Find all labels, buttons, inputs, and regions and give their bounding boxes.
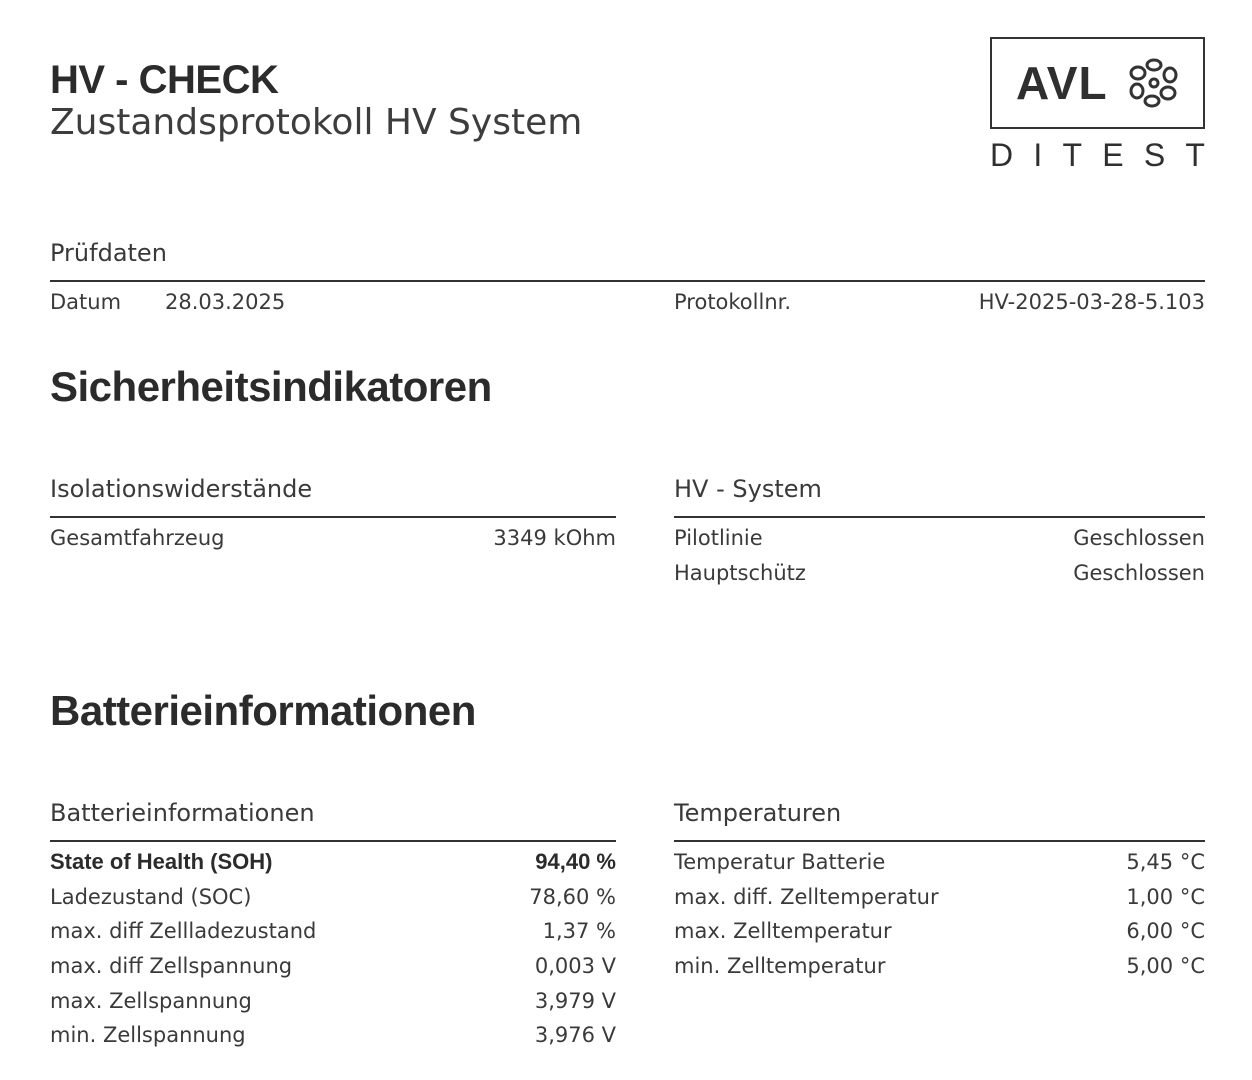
logo-brand-text: AVL xyxy=(1016,57,1108,109)
avl-flower-mark-icon xyxy=(1124,53,1184,113)
logo-letter: T xyxy=(1062,137,1083,173)
logo-letter: D xyxy=(990,137,1014,173)
table-row xyxy=(674,880,1205,915)
table-row xyxy=(674,949,1205,984)
row-value: 1,37 % xyxy=(542,919,616,944)
table-row xyxy=(50,983,616,1018)
temperatures-divider xyxy=(674,840,1205,842)
row-label: State of Health (SOH) xyxy=(50,849,273,875)
logo-ditest-text xyxy=(990,137,1205,173)
row-value: 1,00 °C xyxy=(1126,884,1205,909)
logo-letter: S xyxy=(1143,137,1166,173)
hv-system-table xyxy=(674,521,1205,590)
avl-ditest-logo xyxy=(990,37,1205,172)
row-label: max. diff. Zelltemperatur xyxy=(674,884,939,909)
logo-letter: T xyxy=(1185,137,1205,173)
isolation-table xyxy=(50,521,616,556)
row-label: max. diff Zellladezustand xyxy=(50,919,317,944)
pruefdaten-divider xyxy=(50,280,1205,282)
logo-box xyxy=(990,37,1205,129)
isolation-divider xyxy=(50,516,616,518)
row-label: max. diff Zellspannung xyxy=(50,954,293,979)
battery-info-table xyxy=(50,845,616,1053)
battery-info-divider xyxy=(50,840,616,842)
row-value: 3,976 V xyxy=(534,1023,616,1048)
table-row xyxy=(50,1018,616,1053)
table-row xyxy=(50,914,616,949)
table-row xyxy=(674,914,1205,949)
safety-heading: Sicherheitsindikatoren xyxy=(50,363,492,410)
row-label: max. Zellspannung xyxy=(50,988,252,1013)
row-value: 5,45 °C xyxy=(1126,850,1205,875)
row-value: Geschlossen xyxy=(1073,560,1205,585)
table-row xyxy=(674,845,1205,880)
row-value: 78,60 % xyxy=(529,884,616,909)
row-label: min. Zelltemperatur xyxy=(674,954,886,979)
document-title: HV - CHECK xyxy=(50,58,279,102)
row-value: 6,00 °C xyxy=(1126,919,1205,944)
row-label: Ladezustand (SOC) xyxy=(50,884,252,909)
table-row xyxy=(50,880,616,915)
row-label: Hauptschütz xyxy=(674,560,806,585)
isolation-heading: Isolationswiderstände xyxy=(50,475,313,503)
protocol-value: HV-2025-03-28-5.103 xyxy=(978,290,1205,314)
logo-letter: I xyxy=(1033,137,1043,173)
row-value: 94,40 % xyxy=(535,849,616,875)
table-row xyxy=(674,521,1205,556)
table-row xyxy=(50,845,616,880)
row-label: Gesamtfahrzeug xyxy=(50,526,225,551)
temperatures-heading: Temperaturen xyxy=(674,799,842,827)
row-value: 0,003 V xyxy=(534,954,616,979)
row-label: Temperatur Batterie xyxy=(674,850,886,875)
row-label: max. Zelltemperatur xyxy=(674,919,892,944)
protocol-label: Protokollnr. xyxy=(674,290,792,314)
pruefdaten-heading: Prüfdaten xyxy=(50,239,167,267)
row-label: Pilotlinie xyxy=(674,526,763,551)
row-value: 3,979 V xyxy=(534,988,616,1013)
row-value: Geschlossen xyxy=(1073,526,1205,551)
hv-system-divider xyxy=(674,516,1205,518)
date-value: 28.03.2025 xyxy=(165,290,286,314)
battery-info-heading: Batterieinformationen xyxy=(50,799,315,827)
date-label: Datum xyxy=(50,290,122,314)
battery-heading: Batterieinformationen xyxy=(50,687,476,734)
table-row xyxy=(674,556,1205,591)
row-value: 5,00 °C xyxy=(1126,954,1205,979)
row-value: 3349 kOhm xyxy=(493,526,616,551)
temperatures-table xyxy=(674,845,1205,983)
logo-letter: E xyxy=(1102,137,1124,173)
row-label: min. Zellspannung xyxy=(50,1023,246,1048)
table-row xyxy=(50,521,616,556)
document-subtitle: Zustandsprotokoll HV System xyxy=(50,102,583,143)
hv-system-heading: HV - System xyxy=(674,475,822,503)
table-row xyxy=(50,949,616,984)
